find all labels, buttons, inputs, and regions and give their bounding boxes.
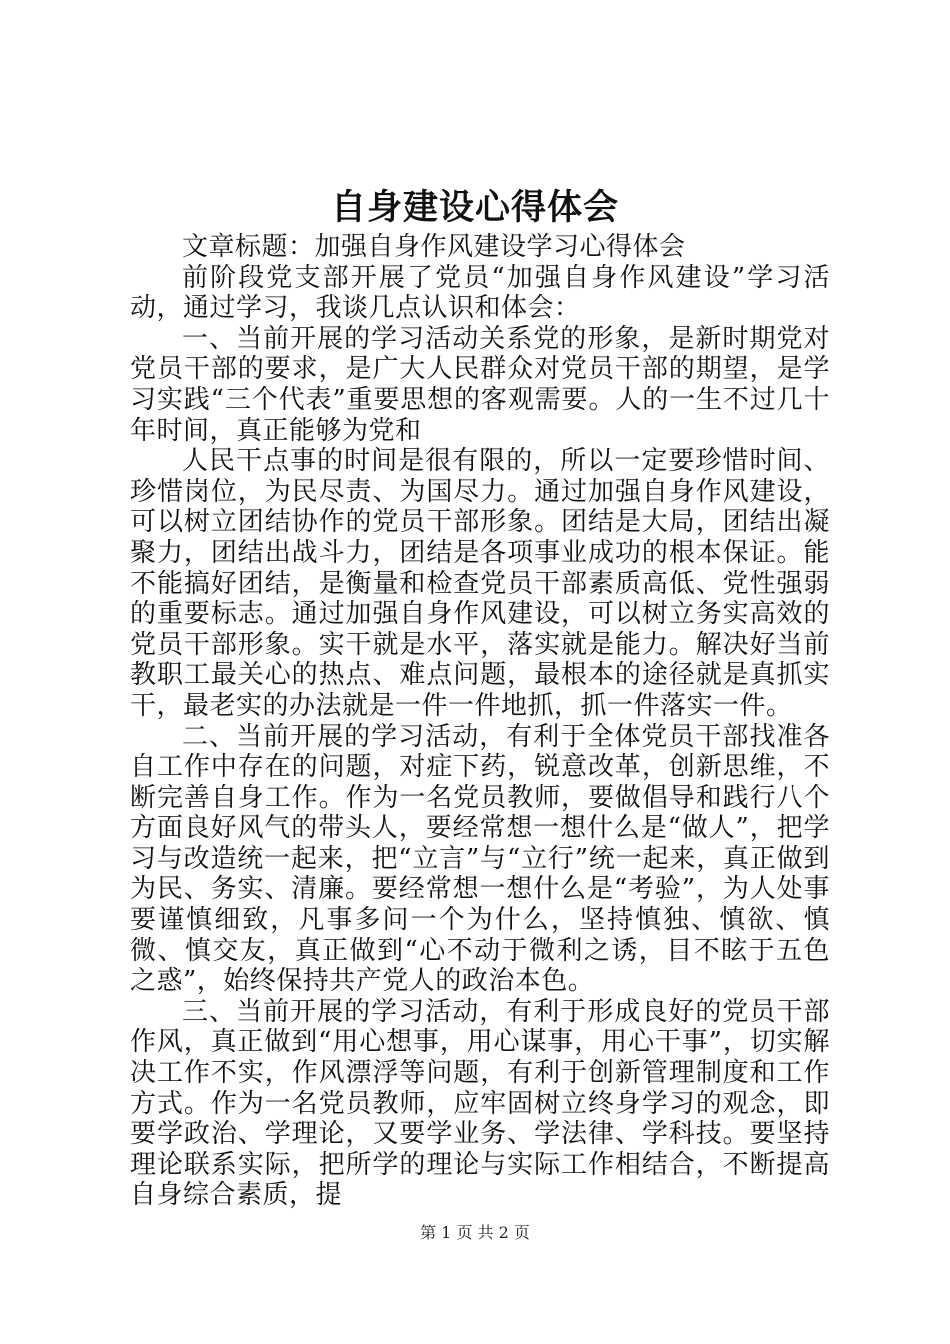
paragraph-point-two: 二、当前开展的学习活动，有利于全体党员干部找准各自工作中存在的问题，对症下药，锐意改革，创新思维，不断完善自身工作。作为一名党员教师，要做倡导和践行八个方面良好风气的带头人，要经常想一想什么是“做人”，把学习与改造统一起来，把“立言”与“立行”统一起来，真正做到为民、务实、清廉。要经常想一想什么是“考验”，为人处事要谨慎细致，凡事多问一个为什么，坚持慎独、慎欲、慎微、慎交友，真正做到“心不动于微利之诱，目不眩于五色之惑”，始终保持共产党人的政治本色。 [130, 721, 830, 997]
document-body [130, 232, 830, 1211]
page-footer: 第 1 页 共 2 页 [420, 1223, 530, 1242]
paragraph-point-three: 三、当前开展的学习活动，有利于形成良好的党员干部作风，真正做到“用心想事，用心谋事，用心干事”，切实解决工作不实，作风漂浮等问题，有利于创新管理制度和工作方式。作为一名党员教师，应牢固树立终身学习的观念，即要学政治、学理论，又要学业务、学法律、学科技。要坚持理论联系实际，把所学的理论与实际工作相结合，不断提高自身综合素质，提 [130, 996, 830, 1211]
paragraph-point-one: 一、当前开展的学习活动关系党的形象，是新时期党对党员干部的要求，是广大人民群众对党员干部的期望，是学习实践“三个代表”重要思想的客观需要。人的一生不过几十年时间，真正能够为党和 [130, 323, 830, 446]
document-title: 自身建设心得体会 [330, 187, 619, 228]
paragraph-point-one-continued: 人民干点事的时间是很有限的，所以一定要珍惜时间、珍惜岗位，为民尽责、为国尽力。通过加强自身作风建设，可以树立团结协作的党员干部形象。团结是大局，团结出凝聚力，团结出战斗力，团结是各项事业成功的根本保证。能不能搞好团结，是衡量和检查党员干部素质高低、党性强弱的重要标志。通过加强自身作风建设，可以树立务实高效的党员干部形象。实干就是水平，落实就是能力。解决好当前教职工最关心的热点、难点问题，最根本的途径就是真抓实干，最老实的办法就是一件一件地抓，抓一件落实一件。 [130, 446, 830, 721]
paragraph-intro: 前阶段党支部开展了党员“加强自身作风建设”学习活动，通过学习，我谈几点认识和体会： [130, 262, 830, 324]
paragraph-article-title: 文章标题：加强自身作风建设学习心得体会 [182, 232, 686, 262]
